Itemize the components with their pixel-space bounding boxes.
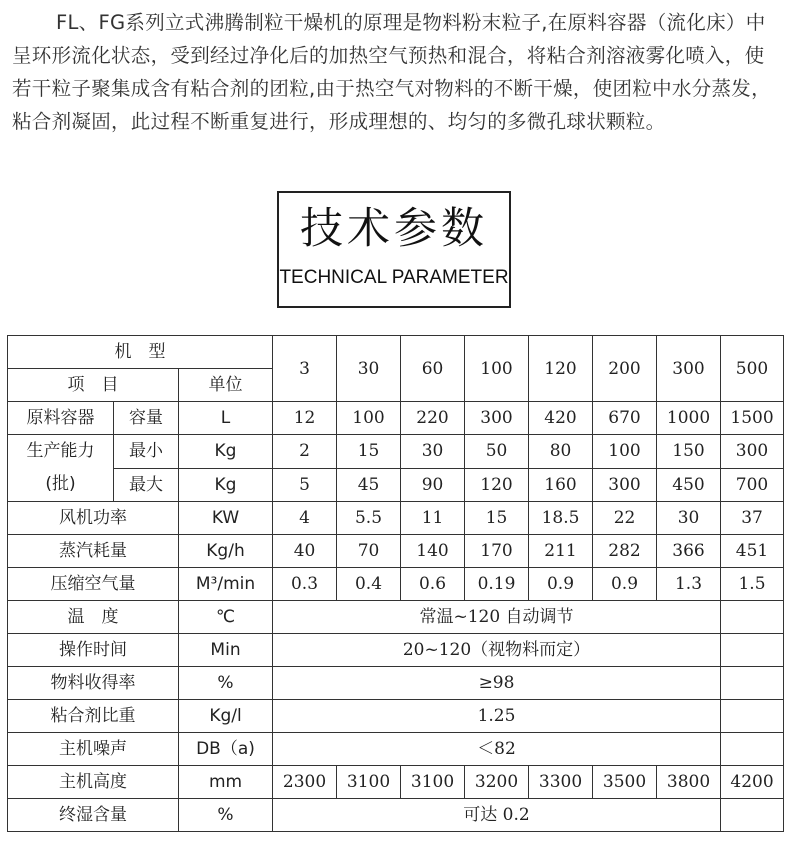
value-cell: 0.9 bbox=[529, 568, 593, 601]
merged-value-cell: ＜82 bbox=[273, 733, 721, 766]
value-cell: 220 bbox=[401, 402, 465, 435]
value-cell: 211 bbox=[529, 535, 593, 568]
value-cell: 0.4 bbox=[337, 568, 401, 601]
table-row-yield bbox=[8, 667, 784, 700]
capacity-label bbox=[8, 435, 114, 502]
value-cell: 30 bbox=[657, 502, 721, 535]
table-row-height bbox=[8, 766, 784, 799]
empty-cell bbox=[721, 733, 784, 766]
table-row-steam bbox=[8, 535, 784, 568]
value-cell: 670 bbox=[593, 402, 657, 435]
value-cell: 0.3 bbox=[273, 568, 337, 601]
value-cell: 700 bbox=[721, 468, 784, 502]
row-label: 物料收得率 bbox=[8, 667, 179, 700]
value-cell: 30 bbox=[401, 435, 465, 469]
table-row-fan-power bbox=[8, 502, 784, 535]
header-row-model bbox=[8, 336, 784, 369]
value-cell: 11 bbox=[401, 502, 465, 535]
row-label: 操作时间 bbox=[8, 634, 179, 667]
value-cell: 45 bbox=[337, 468, 401, 502]
row-label: 风机功率 bbox=[8, 502, 179, 535]
row-unit: Kg bbox=[179, 468, 273, 502]
value-cell: 451 bbox=[721, 535, 784, 568]
value-cell: 3500 bbox=[593, 766, 657, 799]
value-cell: 0.19 bbox=[465, 568, 529, 601]
value-cell: 2300 bbox=[273, 766, 337, 799]
row-unit: mm bbox=[179, 766, 273, 799]
value-cell: 420 bbox=[529, 402, 593, 435]
table-row-capacity-min bbox=[8, 435, 784, 469]
unit-label: 单位 bbox=[179, 369, 273, 402]
row-label: 蒸汽耗量 bbox=[8, 535, 179, 568]
value-cell: 450 bbox=[657, 468, 721, 502]
value-cell: 4200 bbox=[721, 766, 784, 799]
title-chinese: 技术参数 bbox=[300, 204, 488, 254]
row-unit: KW bbox=[179, 502, 273, 535]
value-cell: 37 bbox=[721, 502, 784, 535]
value-cell: 0.9 bbox=[593, 568, 657, 601]
merged-value-cell: 1.25 bbox=[273, 700, 721, 733]
table-row-moisture bbox=[8, 799, 784, 832]
value-cell: 70 bbox=[337, 535, 401, 568]
value-cell: 140 bbox=[401, 535, 465, 568]
value-cell: 3200 bbox=[465, 766, 529, 799]
value-cell: 12 bbox=[273, 402, 337, 435]
row-unit: % bbox=[179, 799, 273, 832]
empty-cell bbox=[721, 799, 784, 832]
model-cell: 100 bbox=[465, 336, 529, 402]
merged-value-cell: 可达 0.2 bbox=[273, 799, 721, 832]
value-cell: 100 bbox=[593, 435, 657, 469]
value-cell: 282 bbox=[593, 535, 657, 568]
value-cell: 50 bbox=[465, 435, 529, 469]
table-row-operation-time bbox=[8, 634, 784, 667]
value-cell: 3300 bbox=[529, 766, 593, 799]
table-row-temperature bbox=[8, 601, 784, 634]
row-unit: Kg/h bbox=[179, 535, 273, 568]
item-label: 项 目 bbox=[8, 369, 179, 402]
value-cell: 300 bbox=[465, 402, 529, 435]
title-english: TECHNICAL PARAMETER bbox=[279, 267, 509, 288]
row-unit: Min bbox=[179, 634, 273, 667]
row-label: 主机噪声 bbox=[8, 733, 179, 766]
model-label: 机 型 bbox=[8, 336, 273, 369]
value-cell: 300 bbox=[721, 435, 784, 469]
value-cell: 170 bbox=[465, 535, 529, 568]
empty-cell bbox=[721, 634, 784, 667]
capacity-label-line2: (批) bbox=[45, 474, 76, 494]
row-sublabel: 最小 bbox=[114, 435, 179, 469]
row-label: 终湿含量 bbox=[8, 799, 179, 832]
row-unit: % bbox=[179, 667, 273, 700]
row-unit: Kg/l bbox=[179, 700, 273, 733]
value-cell: 1500 bbox=[721, 402, 784, 435]
table-row-compressed-air bbox=[8, 568, 784, 601]
value-cell: 90 bbox=[401, 468, 465, 502]
row-unit: ℃ bbox=[179, 601, 273, 634]
value-cell: 15 bbox=[337, 435, 401, 469]
parameter-table bbox=[7, 335, 784, 832]
value-cell: 1.5 bbox=[721, 568, 784, 601]
value-cell: 4 bbox=[273, 502, 337, 535]
value-cell: 3800 bbox=[657, 766, 721, 799]
row-label: 粘合剂比重 bbox=[8, 700, 179, 733]
empty-cell bbox=[721, 667, 784, 700]
title-box bbox=[277, 191, 511, 308]
row-unit: DB（a) bbox=[179, 733, 273, 766]
value-cell: 80 bbox=[529, 435, 593, 469]
value-cell: 1.3 bbox=[657, 568, 721, 601]
value-cell: 5.5 bbox=[337, 502, 401, 535]
value-cell: 100 bbox=[337, 402, 401, 435]
row-label: 压缩空气量 bbox=[8, 568, 179, 601]
model-cell: 500 bbox=[721, 336, 784, 402]
value-cell: 40 bbox=[273, 535, 337, 568]
model-cell: 120 bbox=[529, 336, 593, 402]
model-cell: 3 bbox=[273, 336, 337, 402]
row-unit: Kg bbox=[179, 435, 273, 469]
value-cell: 120 bbox=[465, 468, 529, 502]
value-cell: 5 bbox=[273, 468, 337, 502]
value-cell: 366 bbox=[657, 535, 721, 568]
value-cell: 0.6 bbox=[401, 568, 465, 601]
model-cell: 60 bbox=[401, 336, 465, 402]
merged-value-cell: ≥98 bbox=[273, 667, 721, 700]
table-row-capacity-max bbox=[8, 468, 784, 502]
row-label: 温 度 bbox=[8, 601, 179, 634]
row-label: 主机高度 bbox=[8, 766, 179, 799]
table-row-noise bbox=[8, 733, 784, 766]
model-cell: 30 bbox=[337, 336, 401, 402]
value-cell: 160 bbox=[529, 468, 593, 502]
merged-value-cell: 20~120（视物料而定） bbox=[273, 634, 721, 667]
value-cell: 3100 bbox=[401, 766, 465, 799]
value-cell: 2 bbox=[273, 435, 337, 469]
capacity-label-line1: 生产能力 bbox=[26, 441, 95, 461]
merged-value-cell: 常温~120 自动调节 bbox=[273, 601, 721, 634]
table-row-container bbox=[8, 402, 784, 435]
row-sublabel: 最大 bbox=[114, 468, 179, 502]
value-cell: 3100 bbox=[337, 766, 401, 799]
row-unit: M³/min bbox=[179, 568, 273, 601]
empty-cell bbox=[721, 601, 784, 634]
table-row-binder bbox=[8, 700, 784, 733]
value-cell: 22 bbox=[593, 502, 657, 535]
value-cell: 300 bbox=[593, 468, 657, 502]
value-cell: 1000 bbox=[657, 402, 721, 435]
value-cell: 15 bbox=[465, 502, 529, 535]
model-cell: 200 bbox=[593, 336, 657, 402]
empty-cell bbox=[721, 700, 784, 733]
row-unit: L bbox=[179, 402, 273, 435]
row-sublabel: 容量 bbox=[114, 402, 179, 435]
value-cell: 150 bbox=[657, 435, 721, 469]
intro-paragraph: FL、FG系列立式沸腾制粒干燥机的原理是物料粉末粒子,在原料容器（流化床）中呈环形流化状态，受到经过净化后的加热空气预热和混合，将粘合剂溶液雾化喷入，使若干粒子聚集成含有粘合剂的团粒,由于热空气对物料的不断干燥，使团粒中水分蒸发，粘合剂凝固，此过程不断重复进行，形成理想的、均匀的多微孔球状颗粒。 bbox=[12, 11, 771, 133]
row-label: 原料容器 bbox=[8, 402, 114, 435]
model-cell: 300 bbox=[657, 336, 721, 402]
value-cell: 18.5 bbox=[529, 502, 593, 535]
